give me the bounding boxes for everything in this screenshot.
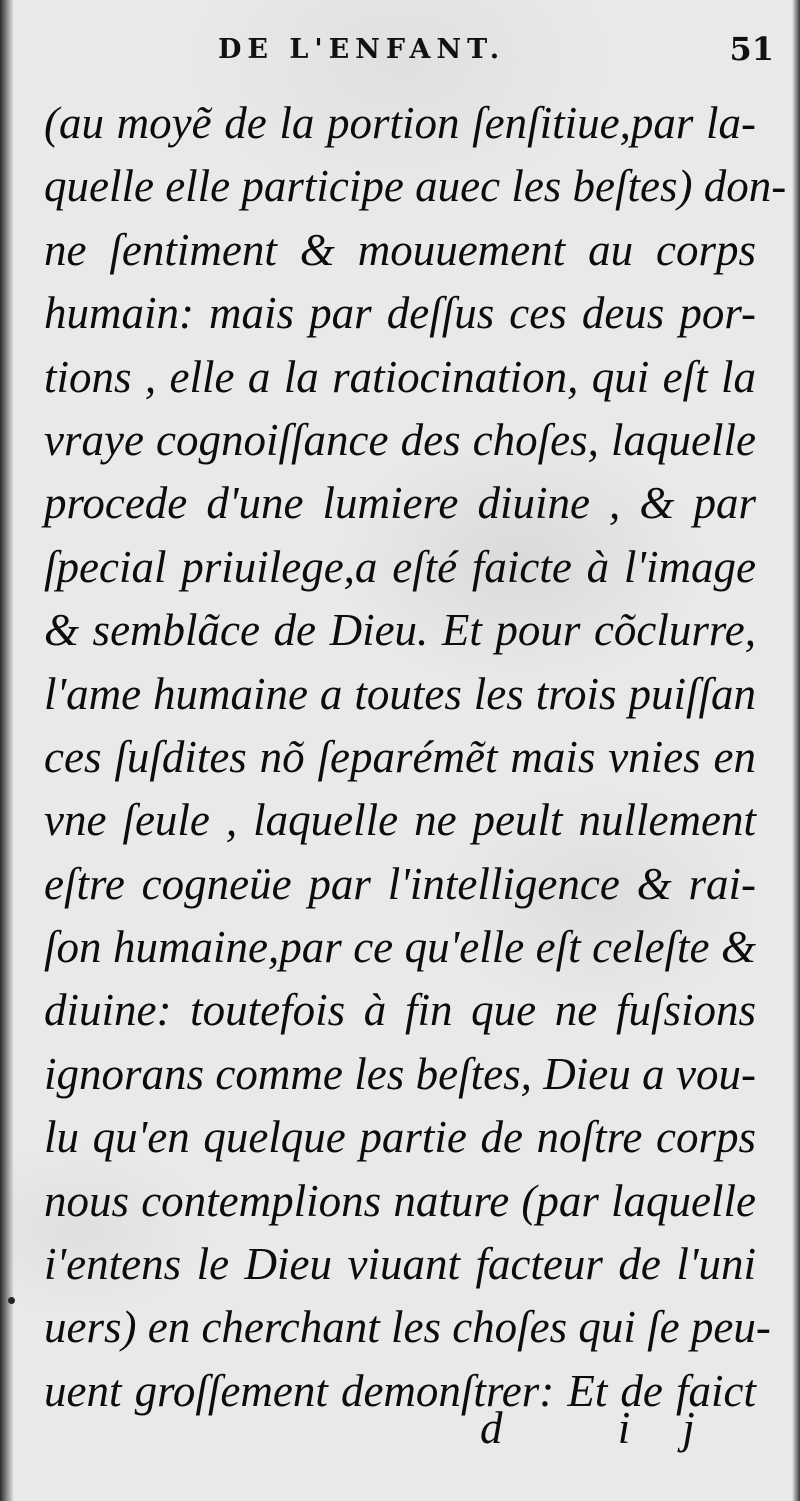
text-line: vraye cognoiſſance des choſes, laquelle: [44, 414, 756, 465]
text-line: diuine: toutefois à fin que ne fuſsions: [44, 985, 756, 1036]
text-line: l'ame humaine a toutes les trois puiſſan: [44, 668, 756, 719]
text-line: uers) en cherchant les choſes qui ſe peu-: [44, 1302, 771, 1353]
text-line: ſpecial priuilege,a eſté faicte à l'image: [44, 541, 756, 592]
text-line: ſon humaine,par ce qu'elle eſt celeſte &: [44, 922, 756, 973]
page-gutter-shadow: [0, 0, 14, 1501]
text-line: ignorans comme les beſtes, Dieu a vou-: [44, 1048, 756, 1099]
text-line: vne ſeule , laquelle ne peult nullement: [44, 795, 756, 846]
text-line: eſtre cogneüe par l'intelligence & rai-: [44, 858, 756, 909]
text-line: & semblãce de Dieu. Et pour cõclurre,: [44, 605, 756, 656]
text-line: ne ſentiment & mouuement au corps: [44, 224, 756, 275]
text-line: uent groſſement demonſtrer: Et de faict: [44, 1365, 756, 1416]
running-head: [0, 28, 800, 74]
page-number: 51: [729, 30, 774, 68]
page-edge-shadow: [792, 0, 800, 1501]
text-line: quelle elle participe auec les beſtes) don-: [44, 161, 787, 212]
text-line: tions , elle a la ratiocination, qui eſt la: [44, 351, 756, 402]
margin-dot-mark: [8, 1297, 15, 1304]
signature-mark: d ij: [480, 1403, 747, 1453]
running-head-title: DE L'ENFANT.: [218, 34, 506, 65]
text-line: lu qu'en quelque partie de noſtre corps: [44, 1112, 756, 1163]
text-line: (au moyẽ de la portion ſenſitiue,par la-: [44, 98, 756, 148]
text-line: procede d'une lumiere diuine , & par: [44, 478, 756, 529]
text-line: nous contemplions nature (par laquelle: [44, 1175, 756, 1226]
text-line: i'entens le Dieu viuant facteur de l'uni: [44, 1239, 756, 1290]
text-line: humain: mais par deſſus ces deus por-: [44, 288, 756, 339]
text-line: ces ſuſdites nõ ſeparémẽt mais vnies en: [44, 731, 756, 782]
body-text: [44, 92, 787, 1423]
